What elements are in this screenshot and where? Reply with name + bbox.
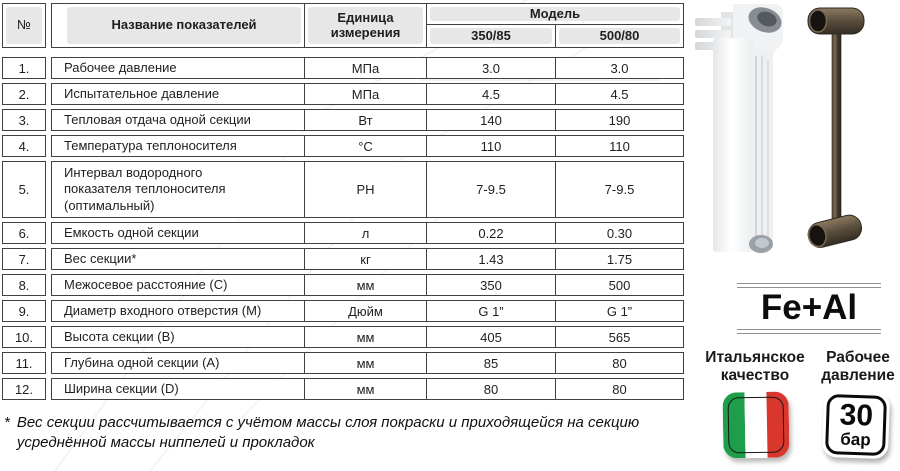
table-row bbox=[2, 274, 684, 296]
model2-value-cell bbox=[555, 301, 683, 321]
unit-value: МПа bbox=[351, 86, 380, 102]
unit-value: Вт bbox=[358, 112, 373, 128]
model2-value-cell bbox=[555, 353, 683, 373]
indicator-name: Диаметр входного отверстия (M) bbox=[64, 302, 262, 318]
unit-value: мм bbox=[356, 329, 375, 345]
table-row bbox=[2, 135, 684, 157]
unit-cell bbox=[304, 327, 426, 347]
header-name-fill bbox=[67, 7, 301, 44]
row-main-box bbox=[51, 274, 684, 296]
model2-value: 80 bbox=[612, 381, 627, 397]
model2-value-cell bbox=[555, 223, 683, 243]
material-label: Fe+Al bbox=[760, 288, 858, 327]
model1-value-cell bbox=[426, 84, 555, 104]
row-number-cell bbox=[2, 57, 46, 79]
header-unit-label: Единица измерения bbox=[330, 10, 401, 40]
model2-value: 110 bbox=[609, 138, 630, 154]
pressure-badge-frame bbox=[825, 394, 887, 456]
header-model2-cell bbox=[555, 25, 683, 47]
model2-value-cell bbox=[555, 162, 683, 217]
row-number: 1. bbox=[18, 60, 30, 76]
indicator-name: Испытательное давление bbox=[64, 85, 220, 101]
model1-value: 140 bbox=[480, 112, 502, 128]
row-number: 3. bbox=[18, 112, 30, 128]
row-number-cell bbox=[2, 222, 46, 244]
header-number-fill bbox=[6, 7, 42, 44]
unit-cell bbox=[304, 275, 426, 295]
row-main-box bbox=[51, 378, 684, 400]
model1-value: 110 bbox=[480, 138, 502, 154]
unit-value: мм bbox=[356, 355, 375, 371]
indicator-name-cell bbox=[52, 379, 304, 399]
indicator-name-cell bbox=[52, 162, 304, 217]
row-main-box bbox=[51, 300, 684, 322]
indicator-name: Емкость одной секции bbox=[64, 224, 199, 240]
working-pressure-label: Рабочее давление bbox=[821, 349, 895, 385]
header-main-box bbox=[51, 3, 684, 48]
model1-value-cell bbox=[426, 379, 555, 399]
footnote-text: Вес секции рассчитывается с учётом массы слоя покраски и приходящейся на секцию усреднённой массы ниппелей и прокладок bbox=[16, 414, 640, 451]
indicator-name-cell bbox=[52, 353, 304, 373]
row-number: 4. bbox=[18, 138, 30, 154]
table-row bbox=[2, 378, 684, 400]
model2-value-cell bbox=[555, 110, 683, 130]
footnote-marker: * bbox=[4, 414, 10, 431]
model2-value-cell bbox=[555, 249, 683, 269]
indicator-name-cell bbox=[52, 301, 304, 321]
row-main-box bbox=[51, 352, 684, 374]
model2-value-cell bbox=[555, 84, 683, 104]
header-name-label: Название показателей bbox=[111, 17, 257, 33]
model1-value: 7-9.5 bbox=[476, 182, 506, 197]
unit-cell bbox=[304, 136, 426, 156]
model2-value-cell bbox=[555, 136, 683, 156]
row-number-cell bbox=[2, 135, 46, 157]
header-model2-fill bbox=[559, 28, 680, 44]
row-number: 5. bbox=[18, 182, 30, 197]
row-number-cell bbox=[2, 274, 46, 296]
aluminum-radiator-photo bbox=[693, 2, 793, 258]
indicator-name-cell bbox=[52, 58, 304, 78]
unit-value: л bbox=[361, 225, 370, 241]
row-number-cell bbox=[2, 248, 46, 270]
divider-bottom bbox=[737, 329, 881, 334]
flag-inner-outline bbox=[728, 397, 785, 454]
unit-value: мм bbox=[356, 381, 375, 397]
table-row bbox=[2, 248, 684, 270]
row-main-box bbox=[51, 222, 684, 244]
row-number: 11. bbox=[15, 355, 33, 371]
indicator-name-cell bbox=[52, 110, 304, 130]
model2-value: 565 bbox=[608, 329, 631, 345]
row-number: 12. bbox=[14, 381, 34, 397]
model1-value-cell bbox=[426, 249, 555, 269]
model1-value: 80 bbox=[483, 381, 499, 397]
unit-value: кг bbox=[360, 251, 371, 267]
model2-value-cell bbox=[555, 275, 683, 295]
model1-value: G 1” bbox=[478, 303, 504, 319]
model1-value: 85 bbox=[483, 355, 499, 371]
table-row bbox=[2, 161, 684, 218]
indicator-name: Ширина секции (D) bbox=[64, 380, 179, 396]
unit-cell bbox=[304, 110, 426, 130]
material-label-block bbox=[737, 283, 881, 334]
unit-value: МПа bbox=[351, 60, 380, 76]
indicator-name-cell bbox=[52, 249, 304, 269]
model1-value-cell bbox=[426, 110, 555, 130]
row-number: 6. bbox=[18, 225, 30, 241]
row-number: 7. bbox=[18, 251, 30, 267]
row-main-box bbox=[51, 161, 684, 218]
indicator-name: Интервал водородного показателя теплоносителя (оптимальный) bbox=[64, 164, 226, 213]
row-number-cell bbox=[2, 83, 46, 105]
pressure-value: 30 bbox=[839, 398, 874, 433]
model1-value: 350 bbox=[480, 277, 502, 293]
row-number-cell bbox=[2, 300, 46, 322]
unit-value: °С bbox=[358, 138, 373, 154]
model1-value: 405 bbox=[480, 329, 502, 345]
indicator-name: Высота секции (B) bbox=[64, 328, 175, 344]
header-model2-label: 500/80 bbox=[599, 27, 640, 43]
unit-cell bbox=[304, 223, 426, 243]
model2-value: 80 bbox=[612, 355, 627, 371]
header-number-cell bbox=[2, 3, 46, 48]
model1-value-cell bbox=[426, 136, 555, 156]
model1-value-cell bbox=[426, 301, 555, 321]
model2-value: 0.30 bbox=[606, 225, 633, 241]
model2-value: G 1” bbox=[606, 303, 633, 319]
model2-value-cell bbox=[555, 58, 683, 78]
indicator-name: Тепловая отдача одной секции bbox=[64, 111, 251, 127]
row-number: 10. bbox=[14, 329, 34, 345]
table-row bbox=[2, 222, 684, 244]
indicator-name: Глубина одной секции (A) bbox=[64, 354, 220, 370]
model2-value: 190 bbox=[608, 112, 631, 128]
model1-value-cell bbox=[426, 327, 555, 347]
italian-flag-icon bbox=[722, 391, 789, 458]
indicator-name-cell bbox=[52, 136, 304, 156]
pressure-unit: бар bbox=[840, 429, 871, 450]
model2-value: 7-9.5 bbox=[604, 182, 635, 197]
weight-footnote bbox=[4, 413, 654, 453]
italian-quality-label: Итальянское качество bbox=[705, 349, 805, 385]
row-main-box bbox=[51, 248, 684, 270]
indicator-name: Рабочее давление bbox=[64, 59, 177, 75]
indicator-name: Межосевое расстояние (C) bbox=[64, 276, 228, 292]
row-number-cell bbox=[2, 109, 46, 131]
model1-value-cell bbox=[426, 353, 555, 373]
table-row bbox=[2, 352, 684, 374]
row-main-box bbox=[51, 326, 684, 348]
row-main-box bbox=[51, 135, 684, 157]
model2-value: 3.0 bbox=[610, 60, 629, 76]
table-row bbox=[2, 300, 684, 322]
header-model-fill bbox=[430, 7, 680, 21]
row-number-cell bbox=[2, 326, 46, 348]
row-main-box bbox=[51, 83, 684, 105]
model2-value-cell bbox=[555, 327, 683, 347]
table-row bbox=[2, 109, 684, 131]
row-main-box bbox=[51, 109, 684, 131]
header-model-label: Модель bbox=[529, 5, 581, 21]
header-model-cell bbox=[426, 4, 683, 25]
header-model1-cell bbox=[426, 25, 555, 47]
header-model1-label: 350/85 bbox=[471, 27, 511, 43]
model1-value: 3.0 bbox=[481, 60, 501, 76]
table-header-row bbox=[2, 3, 684, 48]
model2-value-cell bbox=[555, 379, 683, 399]
header-unit-cell bbox=[304, 4, 426, 47]
row-number: 2. bbox=[18, 86, 30, 102]
row-number-cell bbox=[2, 352, 46, 374]
unit-cell bbox=[304, 353, 426, 373]
model1-value: 4.5 bbox=[481, 86, 501, 102]
unit-cell bbox=[304, 379, 426, 399]
unit-cell bbox=[304, 301, 426, 321]
model1-value-cell bbox=[426, 162, 555, 217]
model2-value: 500 bbox=[608, 277, 631, 293]
unit-value: мм bbox=[356, 277, 375, 293]
header-model1-fill bbox=[430, 28, 552, 44]
row-number: 9. bbox=[18, 303, 30, 319]
indicator-name-cell bbox=[52, 275, 304, 295]
model2-value: 4.5 bbox=[610, 86, 629, 102]
indicator-name: Температура теплоносителя bbox=[64, 137, 237, 153]
indicator-name-cell bbox=[52, 84, 304, 104]
unit-cell bbox=[304, 84, 426, 104]
spec-table bbox=[2, 3, 684, 404]
unit-cell bbox=[304, 249, 426, 269]
table-row bbox=[2, 57, 684, 79]
model1-value: 1.43 bbox=[478, 251, 504, 267]
row-number-cell bbox=[2, 378, 46, 400]
indicator-name: Вес секции* bbox=[64, 250, 137, 266]
unit-cell bbox=[304, 162, 426, 217]
header-name-cell bbox=[52, 4, 304, 47]
indicator-name-cell bbox=[52, 223, 304, 243]
table-row bbox=[2, 326, 684, 348]
row-number-cell bbox=[2, 161, 46, 218]
unit-value: PH bbox=[356, 182, 375, 197]
unit-cell bbox=[304, 58, 426, 78]
table-row bbox=[2, 83, 684, 105]
model1-value-cell bbox=[426, 58, 555, 78]
header-number-label: № bbox=[17, 17, 31, 33]
pressure-30bar-badge bbox=[822, 391, 890, 459]
model1-value-cell bbox=[426, 275, 555, 295]
header-unit-fill bbox=[308, 7, 423, 44]
model1-value: 0.22 bbox=[478, 225, 504, 241]
unit-value: Дюйм bbox=[348, 303, 383, 319]
indicator-name-cell bbox=[52, 327, 304, 347]
row-main-box bbox=[51, 57, 684, 79]
row-number: 8. bbox=[18, 277, 30, 293]
steel-core-photo bbox=[806, 6, 868, 248]
model2-value: 1.75 bbox=[606, 251, 633, 267]
model1-value-cell bbox=[426, 223, 555, 243]
